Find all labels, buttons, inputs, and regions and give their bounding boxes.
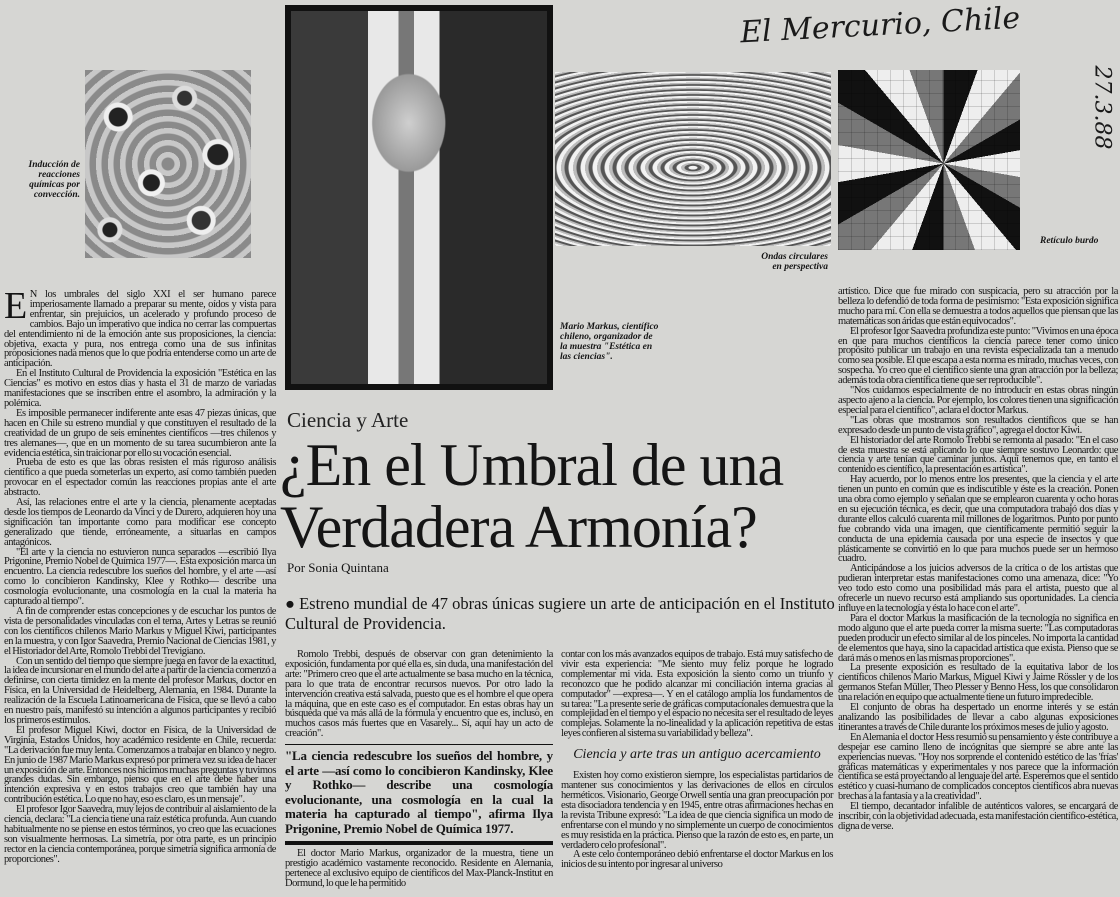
paragraph: Con un sentido del tiempo que siempre juega en favor de la exactitud, la idea de incursionar en el mundo del arte a partir de la ciencia comenzó a definirse, con cierta timidez en la mente del profesor Markus, doctor en Física, en la Universidad de Heidelberg, Alemania, en 1984. Durante la realización de la Escuela Latinoamericana de Física, que se llevó a cabo en nuestro país, manifestó su intención a algunos participantes y recibió los primeros estímulos. xyxy=(4,655,276,726)
paragraph: El tiempo, decantador infalible de auténticos valores, se encargará de inscribir, con la objetividad adecuada, esta manifestación científico-estética, digna de verse. xyxy=(838,801,1118,832)
waves-image xyxy=(555,72,831,246)
dek: ● Estreno mundial de 47 obras únicas sugiere un arte de anticipación en el Instituto Cultural de Providencia. xyxy=(285,594,835,633)
paragraph: En Alemania el doctor Hess resumió su pensamiento y éste contribuye a despejar ese camino lleno de incógnitas que siempre se abre ante las experiencias nuevas. "Hoy nos sorprende el contenido estético de las 'frías' gráficas matemáticas y experimentales y nos parece que la información científica se está proyectando al lenguaje del arte. Esperemos que el sentido estético y cuasi-humano de complicados conceptos científicos abra nuevas brechas a la fantasía y a la creatividad". xyxy=(838,731,1118,803)
paragraph: Así, las relaciones entre el arte y la ciencia, plenamente aceptadas desde los tiempos de Leonardo da Vinci y de Durero, adquieren hoy una significación tan importante como para modificar ese concepto generalizado que tiende, erróneamente, a situarlas en campos antagónicos. xyxy=(4,497,276,548)
paragraph: "Las obras que mostramos son resultados científicos que se han expresado desde un punto de vista gráfico", agrega el doctor Kiwi. xyxy=(838,414,1118,436)
portrait-photo xyxy=(285,5,553,390)
column-3 xyxy=(561,650,833,870)
paragraph: Anticipándose a los juicios adversos de la crítica o de los artistas que pudieran interpretar estas manifestaciones como una amenaza, dice: "Yo veo todo esto como una posibilidad más para el artista, puesto que al ofrecerle un nuevo recurso está ampliando sus oportunidades. La ciencia influye en la tecnología y ésta lo hace con el arte". xyxy=(838,563,1118,614)
byline: Por Sonia Quintana xyxy=(287,560,389,575)
divider xyxy=(285,744,553,745)
reticle-image xyxy=(838,70,1020,250)
divider-thick xyxy=(285,841,553,845)
section-label: Ciencia y Arte xyxy=(287,408,409,432)
paragraph: contar con los más avanzados equipos de trabajo. Está muy satisfecho de vivir esta experiencia: "Me siento muy feliz porque he logrado complementar mi vida. Esta exposición la siento como un triunfo y reconozco que he podido alcanzar mi conciliación interna gracias al computador" —expresa—. Y en el catálogo amplía los fundamentos de su tarea: "La presente serie de gráficas computacionales demuestra que la complejidad en el tiempo y el espacio no necesita ser el resultado de leyes complejas. Solamente la no-linealidad y la aplicación repetitiva de estas leyes confieren al sistema su variabilidad y belleza". xyxy=(561,649,833,740)
paragraph: El historiador del arte Romolo Trebbi se remonta al pasado: "En el caso de esta muestra se está aplicando lo que siempre sostuvo Leonardo: que ciencia y arte tenían que caminar juntos. Aquí tenemos que, en tanto el contenido es científico, la presentación es artística". xyxy=(838,434,1118,476)
paragraph: El conjunto de obras ha despertado un enorme interés y se están analizando las posibilidades de llevar a cabo algunas exposiciones itinerantes a través de Chile durante los próximos meses de julio y agosto. xyxy=(838,702,1118,733)
convection-image xyxy=(85,70,251,258)
paragraph: La presente exposición es resultado de la equitativa labor de los científicos chilenos Mario Markus, Miguel Kiwi y Jaime Rössler y de los germanos Stefan Müller, Theo Plesser y Benno Hess, los que consolidaron una relación en equipo que actualmente tiene un futuro impredecible. xyxy=(838,662,1118,704)
paragraph: Es imposible permanecer indiferente ante esas 47 piezas únicas, que hacen en Chile su estreno mundial y que constituyen el resultado de la creatividad de un grupo de seis eminentes científicos —tres chilenos y tres alemanes—, que en un momento de su tarea sucumbieron ante la evidencia estética, sin traicionar por ello su vocación esencial. xyxy=(4,407,276,459)
handwritten-date: 27.3.88 xyxy=(1089,65,1115,150)
paragraph: En el Instituto Cultural de Providencia la exposición "Estética en las Ciencias" es motivo en estos días y hasta el 31 de marzo de variadas manifestaciones que se inscriben entre el asombro, la admiración y la polémica. xyxy=(4,368,276,409)
drop-cap: E xyxy=(4,285,27,327)
column-2 xyxy=(285,650,553,889)
column-3-top xyxy=(561,650,833,739)
column-1: E N los umbrales del siglo XXI el ser humano parece imperiosamente llamado a preparar su mente, oídos y vista para enfrentar, sin prejuicios, un acelerado y profundo proceso de cambios. Bajo un imperativo que indica no cerrar las compuertas del entendimiento ni de la emoción ante sus proposiciones, la ciencia: objetiva, exacta y pura, nos entrega como una de sus infinitas proposiciones nada menos que lo que podría entenderse como un arte de anticipación. En el Instituto Cultural de Providencia la exposición "Estética en las Ciencias" es motivo en estos días y hasta el 31 de marzo de variadas manifestaciones que se inscriben entre el asombro, la admiración y la polémica. Es imposible permanecer indiferente ante esas 47 piezas únicas, que hacen en Chile su estreno mundial y que constituyen el resultado de la creatividad de un grupo de seis eminentes científicos —tres chilenos y tres alemanes—, que en un momento de su tarea sucumbieron ante la evidencia estética, sin traicionar por ello su vocación esencial. Prueba de esto es que las obras resisten el más riguroso análisis científico a que pueda someterlas un experto, así como también pueden provocar en el espectador común las reacciones propias ante el arte abstracto. Así, las relaciones entre el arte y la ciencia, plenamente aceptadas desde los tiempos de Leonardo da Vinci y de Durero, adquieren hoy una significación tan importante como para modificar ese concepto generalizado que tiende, erróneamente, a situarlas en campos antagónicos. "El arte y la ciencia no estuvieron nunca separados —escribió Ilya Prigonine, Premio Nobel de Química 1977—. Esta exposición marca un encuentro. La ciencia redescubre los sueños del hombre, y el arte —así como lo concibieron Kandinsky, Klee y Rothko— describe una cosmología evolucionante, una cosmología en la cual la materia ha capturado al tiempo". A fin de comprender estas concepciones y de escuchar los puntos de vista de personalidades vinculadas con el tema, Artes y Letras se reunió con los científicos chilenos Mario Markus y Miguel Kiwi, participantes en la muestra, y con Igor Saavedra, Premio Nacional de Ciencias 1981, y el Historiador del Arte, Romolo Trebbi del Trevigiano. Con un sentido del tiempo que siempre juega en favor de la exactitud, la idea de incursionar en el mundo del arte a partir de la ciencia comenzó a definirse, con cierta timidez en la mente del profesor Markus, doctor en Física, en la Universidad de Heidelberg, Alemania, en 1984. Durante la realización de la Escuela Latinoamericana de Física, que se llevó a cabo en nuestro país, manifestó su intención a algunos participantes y recibió los primeros estímulos. El profesor Miguel Kiwi, doctor en Física, de la Universidad de Virginia, Estados Unidos, hoy académico residente en Chile, recuerda: "La derivación fue muy lenta. Comenzamos a trabajar en blanco y negro. En junio de 1987 Mario Markus expresó por primera vez su idea de hacer un exposición de arte. Entonces nos hicimos muchas preguntas y tuvimos grandes dudas. Sin embargo, pienso que en el arte debe haber una intención expresiva y en estos trabajos creo que también hay una contribución estética. Lo que no hay, eso es claro, es un mensaje". El profesor Igor Saavedra, muy lejos de contribuir al aislamiento de la ciencia, declara: "La ciencia tiene una raíz estética profunda. Aun cuando habitualmente no se piense en estos términos, yo creo que las ecuaciones son visualmente hermosas. La simetría, por otra parte, es un principio rector en la ciencia contemporánea, porque simetría significa armonía de proporciones". xyxy=(4,285,276,865)
paragraph: A fin de comprender estas concepciones y de escuchar los puntos de vista de personalidades vinculadas con el tema, Artes y Letras se reunió con los científicos chilenos Mario Markus y Miguel Kiwi, participantes en la muestra, y con Igor Saavedra, Premio Nacional de Ciencias 1981, y el Historiador del Arte, Romolo Trebbi del Trevigiano. xyxy=(4,606,276,657)
column-2-bottom xyxy=(285,849,553,889)
paragraph: "El arte y la ciencia no estuvieron nunca separados —escribió Ilya Prigonine, Premio Nobel de Química 1977—. Esta exposición marca un encuentro. La ciencia redescubre los sueños del hombre, y el arte —así como lo concibieron Kandinsky, Klee y Rothko— describe una cosmología evolucionante, una cosmología en la cual la materia ha capturado al tiempo". xyxy=(4,546,276,608)
paragraph: Romolo Trebbi, después de observar con gran detenimiento la exposición, fundamenta por qué ella es, sin duda, una manifestación del arte: "Primero creo que el arte actualmente se basa mucho en la técnica, para lo que trata de encontrar recursos nuevos. Por otro lado la intervención creativa está salvada, puesto que es el hombre el que opera la máquina, que en este caso es el computador. En estas obras hay un búsqueda que va más allá de la fórmula y encuentro que es, incluso, en muchos casos más fuertes que en Vasarely... Sí, aquí hay un acto de creación". xyxy=(285,649,553,740)
paragraph: A este celo contemporáneo debió enfrentarse el doctor Markus en los inicios de su intento por ingresar al universo xyxy=(561,849,833,871)
handwritten-source: El Mercurio, Chile xyxy=(739,0,1021,51)
paragraph: Hay acuerdo, por lo menos entre los presentes, que la ciencia y el arte tienen un punto en común que es indiscutible y éste es la creación. Ponen una obra como ejemplo y señalan que se emplearon cuarenta y ocho horas en su ejecución técnica, es decir, que una computadora trabajó dos días y durante ellos calculó cuarenta mil millones de logaritmos. Punto por punto fue cobrando vida una imagen, que científicamente permitió seguir la conducta de una epidemia causada por una especie de insectos y que plásticamente se convirtió en lo que para muchos puede ser un hermoso cuadro. xyxy=(838,474,1118,565)
paragraph: Para el doctor Markus la masificación de la tecnología no significa en modo alguno que el arte pueda correr la misma suerte: "Las computadoras pueden producir un efecto similar al de los pinceles. No importa la cantidad de elementos que haya, sino la capacidad artística que exista. Pienso que se dará más o menos en las mismas proporciones". xyxy=(838,612,1118,664)
column-4 xyxy=(838,287,1118,832)
column-2-top xyxy=(285,650,553,739)
paragraph: El profesor Igor Saavedra, muy lejos de contribuir al aislamiento de la ciencia, declara: "La ciencia tiene una raíz estética profunda. Aun cuando habitualmente no se piense en estos términos, yo creo que las ecuaciones son visualmente hermosas. La simetría, por otra parte, es un principio rector en la ciencia contemporánea, porque simetría significa armonía de proporciones". xyxy=(4,804,276,865)
waves-caption: Ondas circulares en perspectiva xyxy=(761,252,828,272)
paragraph: Prueba de esto es que las obras resisten el más riguroso análisis científico a que pueda someterlas un experto, así como también pueden provocar en el espectador común las reacciones propias ante el arte abstracto. xyxy=(4,457,276,499)
convection-caption: Inducción de reacciones químicas por convección. xyxy=(28,160,80,200)
headline xyxy=(280,434,783,558)
column-3-bottom xyxy=(561,771,833,870)
reticle-caption: Retículo burdo xyxy=(1040,236,1099,246)
paragraph: artístico. Dice que fue mirado con suspicacia, pero su atracción por la belleza lo defendió de toda forma de pesimismo: "Esta exposición significa mucho para mí. Con ella se demuestra a todos aquellos que piensan que las matemáticas son áridas que están equivocados". xyxy=(838,286,1118,327)
paragraph: El profesor Miguel Kiwi, doctor en Física, de la Universidad de Virginia, Estados Unidos, hoy académico residente en Chile, recuerda: "La derivación fue muy lenta. Comenzamos a trabajar en blanco y negro. En junio de 1987 Mario Markus expresó por primera vez su idea de hacer un exposición de arte. Entonces nos hicimos muchas preguntas y tuvimos grandes dudas. Sin embargo, pienso que en el arte debe haber una intención expresiva y en estos trabajos creo que también hay una contribución estética. Lo que no hay, eso es claro, es un mensaje". xyxy=(4,724,276,806)
paragraph: Existen hoy como existieron siempre, los especialistas partidarios de mantener sus conocimientos y las derivaciones de ellos en círculos herméticos. Visionario, George Orwell sentía una gran preocupación por esta disociadora tendencia y en 1945, entre otras afirmaciones hechas en la revista Tribune expresó: "La idea de que ciencia significa un modo de enfrentarse con el mundo y no simplemente un cuerpo de conocimientos es muy resistida en la práctica. Pienso que la razón de esto es, en parte, un verdadero celo profesional". xyxy=(561,770,833,851)
headline-line-2: Verdadera Armonía? xyxy=(280,494,757,560)
paragraph: El profesor Igor Saavedra profundiza este punto: "Vivimos en una época en que para muchos científicos la ciencia parece tener como único propósito publicar un trabajo en una revista especializada tan a menudo como sea posible. El que escapa a esta norma es mirado, muchas veces, con sospecha. Yo creo que el científico siente una gran atracción por la belleza; además toda obra científica tiene que ser reproducible". xyxy=(838,325,1118,387)
paragraph: El doctor Mario Markus, organizador de la muestra, tiene un prestigio académico vastamente reconocido. Residente en Alemania, pertenece al exclusivo equipo de científicos del Max-Planck-Institut en Dormund, lo que le ha permitido xyxy=(285,848,553,889)
paragraph: "Nos cuidamos especialmente de no introducir en estas obras ningún aspecto ajeno a la ciencia. Por ejemplo, los colores tienen una significación especial para el científico", aclara el doctor Markus. xyxy=(838,385,1118,416)
bullet-icon: ● xyxy=(285,594,300,613)
subhead: Ciencia y arte tras un antiguo acercamiento xyxy=(573,747,821,763)
pull-quote: "La ciencia redescubre los sueños del hombre, y el arte —así como lo concibieron Kandinsky, Klee y Rothko— describe una cosmología evolucionante, una cosmología en la cual la materia ha capturado al tiempo", afirma Ilya Prigonine, Premio Nobel de Química 1977. xyxy=(285,748,553,836)
portrait-caption: Mario Markus, científico chileno, organizador de la muestra "Estética en las ciencias". xyxy=(560,322,659,362)
headline-line-1: ¿En el Umbral de una xyxy=(280,432,784,498)
